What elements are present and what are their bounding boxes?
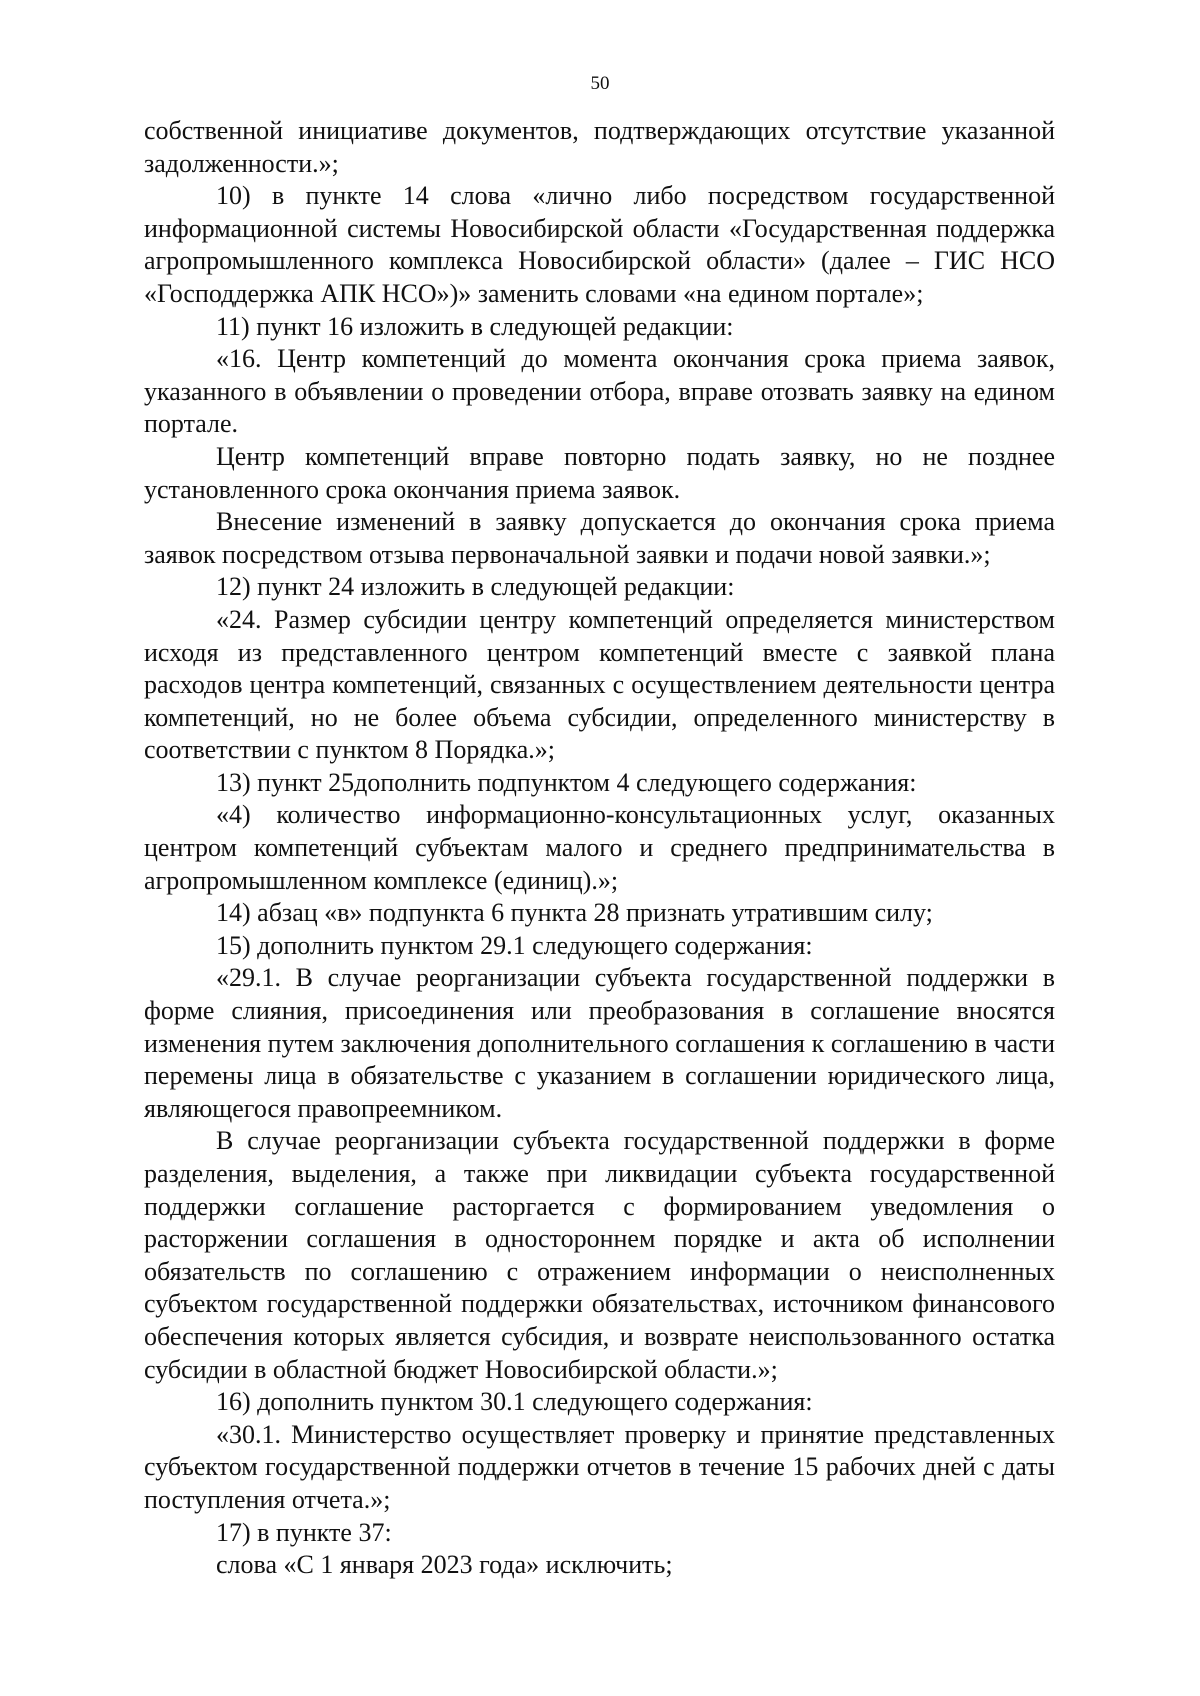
paragraph-item-17: 17) в пункте 37: bbox=[216, 1517, 392, 1547]
paragraph-item-12: 12) пункт 24 изложить в следующей редакции: bbox=[216, 572, 735, 602]
paragraph-item-16: 16) дополнить пунктом 30.1 следующего содержания: bbox=[216, 1387, 813, 1417]
paragraph-point-16-changes: Внесение изменений в заявку допускается до окончания срока приема заявок посредством отзыва первоначальной заявки и подачи новой заявки.»; bbox=[144, 507, 1055, 569]
paragraph-point-16: «16. Центр компетенций до момента окончания срока приема заявок, указанного в объявлении о проведении отбора, вправе отозвать заявку на едином портале. bbox=[144, 344, 1055, 439]
paragraph-item-14: 14) абзац «в» подпункта 6 пункта 28 признать утратившим силу; bbox=[216, 898, 933, 928]
paragraph-item-10: 10) в пункте 14 слова «лично либо посредством государственной информационной системы Новосибирской области «Государственная поддержка агропромышленного комплекса Новосибирской области» (далее – ГИС НСО «Господдержка АПК НСО»)» заменить словами «на едином портале»; bbox=[144, 181, 1055, 308]
paragraph-subpoint-4: «4) количество информационно-консультационных услуг, оказанных центром компетенций субъектам малого и среднего предпринимательства в агропромышленном комплексе (единиц).»; bbox=[144, 800, 1055, 895]
paragraph-item-17-words: слова «С 1 января 2023 года» исключить; bbox=[216, 1550, 673, 1580]
paragraph-point-30-1: «30.1. Министерство осуществляет проверку и принятие представленных субъектом государственной поддержки отчетов в течение 15 рабочих дней с даты поступления отчета.»; bbox=[144, 1419, 1055, 1514]
paragraph-item-11: 11) пункт 16 изложить в следующей редакции: bbox=[216, 311, 734, 341]
paragraph-item-13: 13) пункт 25дополнить подпунктом 4 следующего содержания: bbox=[216, 767, 917, 797]
paragraph-point-29-1-liquidation: В случае реорганизации субъекта государственной поддержки в форме разделения, выделения, а также при ликвидации субъекта государственной поддержки соглашение расторгается с формированием уведомления о расторжении соглашения в одностороннем порядке и акта об исполнении обязательств по соглашению с отражением информации о неисполненных субъектом государственной поддержки обязательствах, источником финансового обеспечения которых является субсидия, и возврате неиспользованного остатка субсидии в областной бюджет Новосибирской области.»; bbox=[144, 1126, 1055, 1384]
page-number: 50 bbox=[590, 73, 610, 94]
document-body bbox=[144, 115, 1055, 1582]
paragraph-point-16-resubmit: Центр компетенций вправе повторно подать заявку, но не позднее установленного срока окончания приема заявок. bbox=[144, 441, 1055, 504]
paragraph-continuation: собственной инициативе документов, подтверждающих отсутствие указанной задолженности.»; bbox=[144, 116, 1055, 178]
paragraph-point-24: «24. Размер субсидии центру компетенций определяется министерством исходя из представленного центром компетенций вместе с заявкой плана расходов центра компетенций, связанных с осуществлением деятельности центра компетенций, но не более объема субсидии, определенного министерству в соответствии с пунктом 8 Порядка.»; bbox=[144, 604, 1055, 765]
paragraph-point-29-1: «29.1. В случае реорганизации субъекта государственной поддержки в форме слияния, присоединения или преобразования в соглашение вносятся изменения путем заключения дополнительного соглашения к соглашению в части перемены лица в обязательстве с указанием в соглашении юридического лица, являющегося правопреемником. bbox=[144, 963, 1055, 1123]
paragraph-item-15: 15) дополнить пунктом 29.1 следующего содержания: bbox=[216, 930, 813, 960]
